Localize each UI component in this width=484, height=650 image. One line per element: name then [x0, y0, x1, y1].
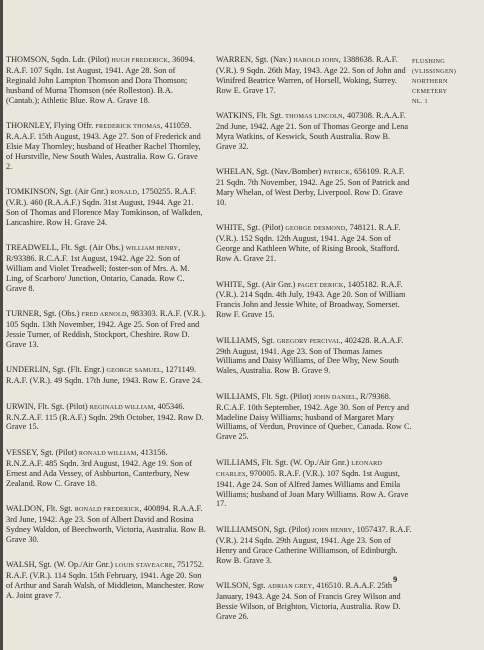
entry-text: WHELAN, Sgt. (Nav./Bomber) — [216, 167, 324, 177]
right-column — [216, 55, 412, 637]
casualty-entry — [6, 121, 206, 172]
casualty-entry — [216, 55, 412, 96]
entry-text: WILLIAMSON, Sgt. (Pilot) — [216, 524, 313, 534]
entry-given-names: PATRICK — [323, 169, 350, 177]
entry-text: , 1388638. R.A.F. (V.R.). 9 Sqdn. 26th May, 1943. Age 22. Son of John and Winifred Beatrice Warren, of Horsell, Woking, Surrey. Row E. Grave 17. — [216, 55, 406, 95]
entry-text: WILSON, Sgt. — [216, 580, 268, 590]
entry-given-names: FRED ARNOLD — [81, 311, 127, 319]
casualty-entry — [216, 111, 412, 152]
entry-text: , 400894. R.A.A.F. 3rd June, 1942. Age 23. Son of Albert David and Rosina Sydney Waldon, of Beechworth, Victoria, Australia. Row B. Grave 30. — [6, 504, 206, 544]
binding-edge — [0, 0, 3, 650]
entry-text: WALDON, Flt. Sgt. — [6, 504, 75, 513]
entry-text: WHITE, Sgt. (Air Gnr.) — [216, 279, 298, 289]
entry-given-names: HUGH FREDERICK — [111, 57, 168, 64]
cemetery-label-line: NL. 1 — [412, 98, 428, 105]
entry-text: , 983303. R.A.F. (V.R.). 105 Sqdn. 13th November, 1942. Age 25. Son of Fred and Jessie Turner, of Reddish, Stockport, Cheshire. Row D. Grave 13. — [6, 309, 206, 349]
entry-text: , 407308. R.A.A.F. 2nd June, 1942. Age 21. Son of Thomas George and Lena Myra Watkins, of Keswick, South Australia. Row B. Grave 32. — [216, 111, 409, 151]
entry-given-names: THOMAS LINCOLN — [285, 113, 343, 121]
cemetery-label-line: FLUSHING — [412, 58, 445, 65]
casualty-entry — [216, 581, 412, 622]
entry-text: TURNER, Sgt. (Obs.) — [6, 309, 82, 319]
casualty-entry — [6, 55, 206, 106]
entry-text: UNDERLIN, Sgt. (Flt. Engr.) — [6, 365, 107, 375]
entry-text: VESSEY, Sgt. (Pilot) — [6, 447, 79, 457]
entry-text: , R/79368. R.C.A.F. 10th September, 1942. Age 30. Son of Percy and Madeline Daisy Williams; husband of Margaret Mary Williams, of Verdun, Province of Quebec, Canada. Row C. Grave 25. — [216, 391, 412, 442]
entry-text: , 411059. R.A.A.F. 15th August, 1943. Age 27. Son of Frederick and Elsie May Thornley; husband of Heather Rachel Thornley, of Hurstville, New South Wales, Australia. Row G. Grave 2. — [6, 121, 201, 171]
casualty-entry — [216, 392, 412, 443]
entry-given-names: RONALD — [110, 189, 138, 197]
casualty-entry — [6, 504, 206, 545]
entry-given-names: FREDERICK THOMAS — [95, 123, 161, 131]
entry-given-names: PAGET DERICK — [297, 281, 344, 289]
entry-text: , 1750255. R.A.F. (V.R.). 460 (R.A.A.F.) Sqdn. 31st August, 1944. Age 21. Son of Thomas and Florence May Tomkinson, of Walkden, Lancashire. Row H. Grave 24. — [6, 187, 203, 227]
entry-given-names: GREGORY PERCIVAL — [276, 337, 341, 345]
entry-given-names: RONALD FREDERICK — [74, 506, 140, 513]
entry-text: URWIN, Flt. Sgt. (Pilot) — [6, 401, 90, 411]
entry-given-names: JOHN HENRY — [312, 526, 353, 534]
entry-given-names: REGINALD WILLIAM — [89, 403, 154, 411]
entry-text: THOMSON, Sqdn. Ldr. (Pilot) — [6, 55, 112, 64]
entry-text: , 402428. R.A.A.F. 29th August, 1941. Age 23. Son of Thomas James Williams and Daisy Williams, of Dee Why, New South Wales, Australia. Row B. Grave 9. — [216, 335, 404, 376]
entry-text: WILLIAMS, Flt. Sgt. (W. Op./Air Gnr.) — [216, 457, 352, 467]
entry-text: , 416510. R.A.A.F. 25th January, 1943. Age 24. Son of Francis Grey Wilson and Bessie Wilson, of Brighton, Victoria, Australia. Row D. Grave 26. — [216, 580, 401, 621]
cemetery-label-line: NORTHERN — [412, 78, 448, 85]
casualty-entry — [216, 525, 412, 566]
casualty-entry — [6, 402, 206, 433]
entry-text: , 413156. R.N.Z.A.F. 485 Sqdn. 3rd August, 1942. Age 19. Son of Ernest and Ada Vessey, of Ashburton, Canterbury, New Zealand. Row C. Grave 18. — [6, 447, 193, 488]
casualty-entry — [216, 336, 412, 377]
entry-given-names: ADRIAN GREY — [267, 582, 313, 590]
casualty-entry — [216, 167, 412, 208]
casualty-entry — [6, 448, 206, 489]
entry-text: , 1057437. R.A.F. (V.R.). 214 Sqdn. 29th August, 1941. Age 23. Son of Henry and Grace Catherine Williamson, of Edinburgh. Row B. Grave 3. — [216, 524, 412, 565]
entry-text: , R/93386. R.C.A.F. 1st August, 1942. Age 22. Son of William and Violet Treadwell; foster-son of Mrs. A. M. Ling, of Scarboro' Junction, Ontario, Canada. Row C. Grave 8. — [6, 243, 190, 293]
casualty-entry — [216, 223, 412, 264]
casualty-entry — [6, 365, 206, 386]
page-number: 9 — [393, 574, 398, 584]
entry-given-names: RONALD WILLIAM — [78, 449, 137, 457]
entry-text: , 656109. R.A.F. 21 Sqdn. 7th November, 1942. Age 25. Son of Patrick and Mary Whelan, of West Derby, Liverpool. Row D. Grave 10. — [216, 167, 410, 207]
entry-text: WHITE, Sgt. (Pilot) — [216, 223, 286, 233]
entry-text: WALSH, Sgt. (W. Op./Air Gnr.) — [6, 560, 115, 570]
entry-text: , 751752. R.A.F. (V.R.). 114 Sqdn. 15th February, 1941. Age 20. Son of Arthur and Sarah Walsh, of Middleton, Manchester. Row A. Joint grave 7. — [6, 560, 205, 600]
entry-text: , 36094. R.A.F. 107 Sqdn. 1st August, 1941. Age 28. Son of Reginald John Lampton Thomson and Dora Thomson; husband of Murna Thomson (née Rolleston). B.A.(Cantab.); Athletic Blue. Row A. Grave 18. — [6, 55, 195, 105]
casualty-entry — [6, 187, 206, 228]
casualty-entry — [6, 243, 206, 294]
entry-text: , 748121. R.A.F. (V.R.). 152 Sqdn. 12th August, 1941. Age 24. Son of George and Kathleen White, of Rising Brook, Stafford. Row A. Grave 21. — [216, 223, 401, 264]
entry-text: WARREN, Sgt. (Nav.) — [216, 55, 294, 64]
entry-text: WILLIAMS, Sgt. — [216, 335, 277, 345]
entry-given-names: GEORGE SAMUEL — [106, 367, 162, 375]
entry-text: , 970005. R.A.F. (V.R.). 107 Sqdn. 1st August, 1941. Age 24. Son of Alfred James Williams and Emila Williams; husband of Joan Mary Williams. Row A. Grave 17. — [216, 468, 409, 509]
cemetery-label — [412, 57, 478, 107]
entry-given-names: LOUIS STAVEACRE — [114, 562, 173, 570]
entry-text: TOMKINSON, Sgt. (Air Gnr.) — [6, 187, 111, 197]
entry-text: , 1405182. R.A.F. (V.R.). 214 Sqdn. 4th July, 1943. Age 20. Son of William Francis John and Jessie White, of Broadway, Somerset. Row F. Grave 15. — [216, 279, 406, 320]
left-column — [6, 55, 206, 616]
casualty-entry — [216, 280, 412, 321]
cemetery-label-line: CEMETERY — [412, 88, 448, 95]
casualty-entry — [216, 458, 412, 510]
entry-given-names: JOHN DANIEL — [313, 393, 357, 401]
entry-text: , 405346. R.N.Z.A.F. 115 (R.A.F.) Sqdn. 29th October, 1942. Row D. Grave 15. — [6, 401, 204, 432]
casualty-entry — [6, 560, 206, 601]
entry-text: TREADWELL, Flt. Sgt. (Air Obs.) — [6, 243, 126, 253]
entry-given-names: LEONARD CHARLES — [216, 459, 383, 478]
entry-given-names: WILLIAM HENRY — [125, 245, 179, 253]
entry-text: THORNLEY, Flying Offr. — [6, 121, 96, 131]
entry-text: WILLIAMS, Flt. Sgt. (Pilot) — [216, 391, 314, 401]
entry-given-names: HAROLD JOHN — [293, 57, 339, 64]
cemetery-label-line: (VLISSINGEN) — [412, 68, 457, 75]
entry-given-names: GEORGE DESMOND — [285, 225, 346, 233]
entry-text: WATKINS, Flt. Sgt. — [216, 111, 286, 121]
casualty-entry — [6, 309, 206, 350]
entry-text: , 1271149. R.A.F. (V.R.). 49 Sqdn. 17th June, 1943. Row E. Grave 24. — [6, 365, 203, 386]
